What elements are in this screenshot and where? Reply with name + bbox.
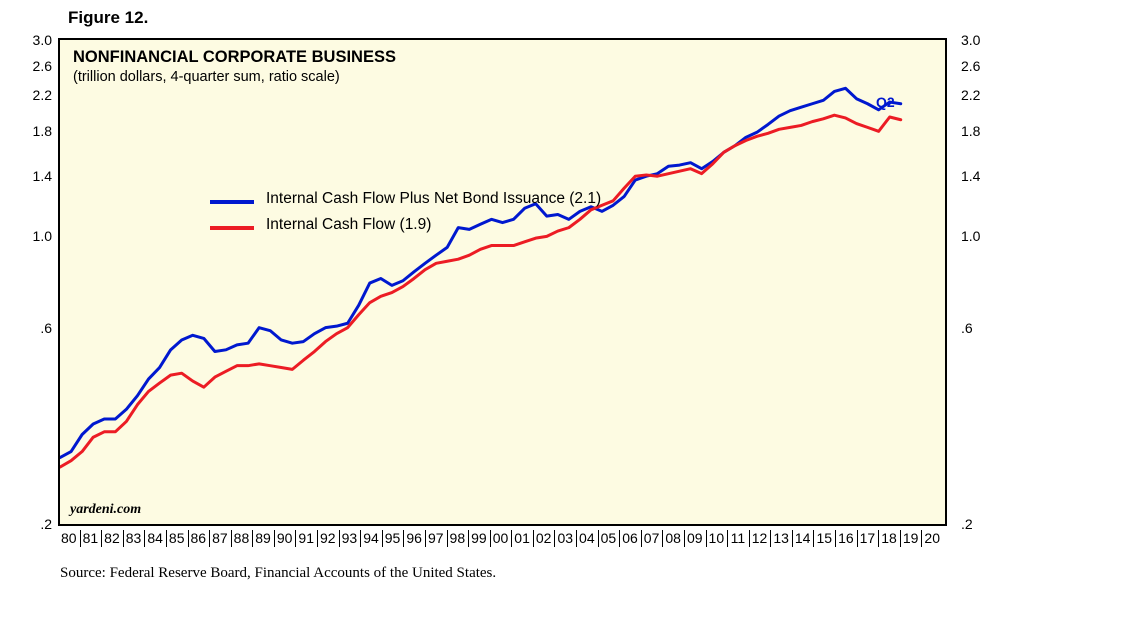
x-tick-separator [900,530,901,547]
y-tick-left-7: .2 [40,516,52,532]
x-tick-separator [857,530,858,547]
x-tick-separator [619,530,620,547]
x-tick-99: 99 [471,530,487,546]
x-tick-07: 07 [643,530,660,546]
series-line-red [60,115,901,467]
legend-label-red: Internal Cash Flow (1.9) [266,216,432,233]
x-tick-12: 12 [751,530,768,546]
x-tick-separator [101,530,102,547]
x-tick-03: 03 [557,530,574,546]
y-tick-right-6: .6 [961,319,973,336]
x-tick-separator [706,530,707,547]
x-tick-20: 20 [924,530,940,546]
x-tick-separator [490,530,491,547]
last-point-annotation: Q2 [876,94,895,110]
x-tick-91: 91 [298,530,315,546]
x-tick-separator [188,530,189,547]
x-tick-separator [554,530,555,547]
x-tick-15: 15 [816,530,833,546]
x-tick-14: 14 [794,530,811,546]
x-tick-separator [770,530,771,547]
x-tick-separator [662,530,663,547]
x-tick-separator [813,530,814,547]
y-tick-left-0: 3.0 [32,32,52,48]
legend-item-red [210,216,730,242]
chart-subtitle: (trillion dollars, 4-quarter sum, ratio scale) [73,69,340,85]
x-tick-separator [209,530,210,547]
chart-title: NONFINANCIAL CORPORATE BUSINESS [73,48,396,66]
legend-item-blue [210,190,730,216]
y-tick-right-1: 2.6 [961,57,981,74]
x-tick-97: 97 [427,530,444,546]
y-tick-left-1: 2.6 [32,57,52,74]
x-tick-01: 01 [514,530,530,546]
x-tick-separator [317,530,318,547]
x-tick-separator [684,530,685,547]
x-tick-04: 04 [579,530,595,546]
x-tick-separator [749,530,750,547]
figure-number: Figure 12. [68,8,149,27]
y-tick-left-2: 2.2 [32,87,52,104]
x-tick-separator [641,530,642,547]
x-tick-94: 94 [363,530,379,546]
series-plot [60,40,945,524]
x-tick-19: 19 [902,530,919,546]
x-tick-separator [727,530,728,547]
x-tick-13: 13 [773,530,789,546]
y-tick-right-4: 1.4 [961,168,981,185]
x-tick-separator [576,530,577,547]
y-tick-left-3: 1.8 [32,123,52,140]
legend-swatch-red [210,226,254,230]
y-axis-left [0,32,52,532]
x-tick-81: 81 [82,530,99,546]
x-tick-separator [403,530,404,547]
x-tick-separator [533,530,534,547]
x-tick-separator [166,530,167,547]
chart-legend [210,190,730,242]
x-tick-87: 87 [212,530,228,546]
y-axis-right [953,32,1013,532]
x-tick-98: 98 [449,530,466,546]
legend-swatch-blue [210,200,254,204]
x-tick-11: 11 [730,530,746,546]
x-tick-separator [792,530,793,547]
x-tick-86: 86 [190,530,207,546]
x-tick-82: 82 [104,530,120,546]
y-tick-right-3: 1.8 [961,123,981,140]
x-tick-separator [382,530,383,547]
x-tick-separator [835,530,836,547]
x-tick-separator [598,530,599,547]
x-tick-85: 85 [168,530,185,546]
x-tick-separator [144,530,145,547]
y-tick-left-4: 1.4 [32,168,52,185]
x-tick-93: 93 [341,530,358,546]
x-tick-separator [295,530,296,547]
x-tick-separator [231,530,232,547]
source-note: Source: Federal Reserve Board, Financial Accounts of the United States. [60,565,497,581]
x-tick-10: 10 [708,530,725,546]
x-tick-separator [274,530,275,547]
x-tick-separator [511,530,512,547]
y-tick-right-5: 1.0 [961,228,981,245]
x-tick-05: 05 [600,530,617,546]
plot-area [58,38,947,526]
x-tick-08: 08 [665,530,681,546]
y-tick-right-0: 3.0 [961,32,981,48]
x-tick-separator [447,530,448,547]
y-tick-left-5: 1.0 [32,228,52,245]
x-tick-90: 90 [276,530,293,546]
x-tick-96: 96 [406,530,422,546]
x-tick-separator [252,530,253,547]
x-tick-17: 17 [859,530,876,546]
y-tick-right-2: 2.2 [961,87,981,104]
x-tick-separator [80,530,81,547]
x-tick-84: 84 [147,530,163,546]
x-tick-18: 18 [881,530,897,546]
x-tick-06: 06 [622,530,638,546]
x-tick-16: 16 [838,530,854,546]
x-tick-separator [339,530,340,547]
x-tick-95: 95 [384,530,401,546]
x-tick-separator [425,530,426,547]
x-tick-02: 02 [535,530,552,546]
legend-label-blue: Internal Cash Flow Plus Net Bond Issuance (2.1) [266,190,602,207]
x-tick-89: 89 [255,530,271,546]
x-tick-separator [878,530,879,547]
x-tick-00: 00 [492,530,509,546]
x-tick-separator [123,530,124,547]
x-tick-separator [468,530,469,547]
x-tick-separator [921,530,922,547]
x-tick-92: 92 [320,530,336,546]
x-tick-separator [360,530,361,547]
x-axis [58,528,947,554]
x-tick-80: 80 [60,530,77,546]
y-tick-right-7: .2 [961,516,973,532]
series-line-blue [60,88,901,457]
y-tick-left-6: .6 [40,319,52,336]
x-tick-83: 83 [125,530,142,546]
watermark: yardeni.com [70,502,142,517]
x-tick-88: 88 [233,530,250,546]
x-tick-09: 09 [686,530,703,546]
